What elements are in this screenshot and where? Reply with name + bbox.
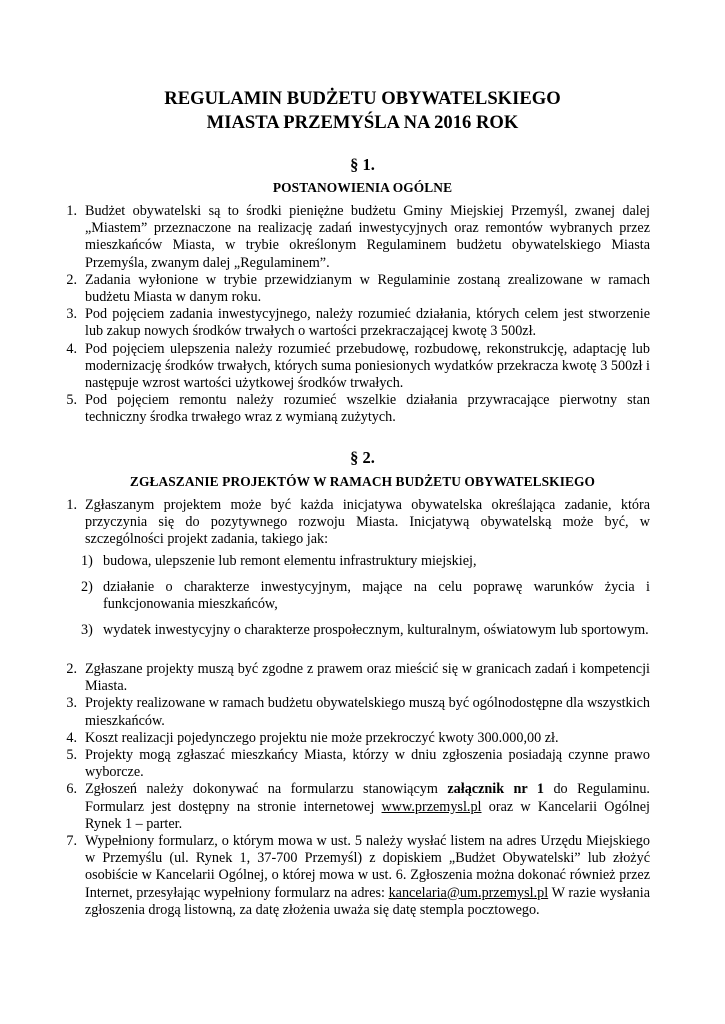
section1-list [55,203,650,427]
list-item: 4. Pod pojęciem ulepszenia należy rozumieć przebudowę, rozbudowę, rekonstrukcję, adaptację lub modernizację środków trwałych, których suma poniesionych wydatków przekracza kwotę 3 500zł i następuje wzrost wartości użytkowej środków trwałych. [66,340,650,392]
section2-sublist-2 [81,579,650,613]
document-title-line2: MIASTA PRZEMYŚLA NA 2016 ROK [206,112,519,133]
list-item-text: Koszt realizacji pojedynczego projektu nie może przekroczyć kwoty 300.000,00 zł. [85,729,559,746]
list-item: 5. Projekty mogą zgłaszać mieszkańcy Miasta, którzy w dniu zgłoszenia posiadają czynne prawo wyborcze. [66,747,650,781]
list-item: 1. Budżet obywatelski są to środki pieniężne budżetu Gminy Miejskiej Przemyśl, zwanej dalej „Miastem” przeznaczone na realizację zadań inwestycyjnych oraz remontów wybranych przez mieszkańców Miasta, w trybie określonym Regulaminem budżetu obywatelskiego Miasta Przemyśla, zwanym dalej „Regulaminem”. [66,203,650,271]
sublist-item-text: budowa, ulepszenie lub remont elementu infrastruktury miejskiej, [103,553,477,569]
section2-item1 [55,497,650,549]
list-item-text: Zgłaszanym projektem może być każda inicjatywa obywatelska określająca zadanie, która przyczynia się do pozytywnego rozwoju Miasta. Inicjatywą obywatelską może być, w szczególności projekt zadania, takiego jak: [85,497,650,548]
list-item-text: Projekty realizowane w ramach budżetu obywatelskiego muszą być ogólnodostępne dla wszystkich mieszkańców. [85,695,650,729]
list-item: 7. Wypełniony formularz, o którym mowa w ust. 5 należy wysłać listem na adres Urzędu Miejskiego w Przemyślu (ul. Rynek 1, 37-700 Przemyśl) z dopiskiem „Budżet Obywatelski” lub złożyć osobiście w Kancelarii Ogólnej, o której mowa w ust. 6. Zgłoszenia można dokonać również przez Internet, przesyłając wypełniony formularz na adres: kancelaria@um.przemysl.pl W razie wysłania zgłoszenia drogą listowną, za datę złożenia uważa się datę stempla pocztowego. [66,833,650,918]
list-item: 6. Zgłoszeń należy dokonywać na formularzu stanowiącym załącznik nr 1 do Regulaminu. Formularz jest dostępny na stronie internetowej www.przemysl.pl oraz w Kancelarii Ogólnej Rynek 1 – parter. [66,781,650,832]
list-item-text: Projekty mogą zgłaszać mieszkańcy Miasta, którzy w dniu zgłoszenia posiadają czynne prawo wyborcze. [85,747,650,781]
sublist-item-text: działanie o charakterze inwestycyjnym, mające na celu poprawę warunków życia i funkcjonowania mieszkańców, [103,579,650,613]
sublist-item: 2) działanie o charakterze inwestycyjnym, mające na celu poprawę warunków życia i funkcjonowania mieszkańców, [81,579,650,613]
sublist-item: 3) wydatek inwestycyjny o charakterze prospołecznym, kulturalnym, oświatowym lub sportowym. [81,622,649,638]
section1-symbol: § 1. [350,155,375,174]
list-item: 3. Projekty realizowane w ramach budżetu obywatelskiego muszą być ogólnodostępne dla wszystkich mieszkańców. [66,695,650,729]
attachment-reference: załącznik nr 1 [447,781,545,798]
list-item-text: Pod pojęciem ulepszenia należy rozumieć przebudowę, rozbudowę, rekonstrukcję, adaptację lub modernizację środków trwałych, których suma poniesionych wydatków przekracza kwotę 3 500zł i następuje wzrost wartości użytkowej środków trwałych. [85,340,650,392]
section2-sublist-3 [81,622,650,639]
list-item: 5. Pod pojęciem remontu należy rozumieć wszelkie działania przywracające pierwotny stan techniczny środka trwałego wraz z wymianą zużytych. [66,392,650,426]
list-item: 4. Koszt realizacji pojedynczego projektu nie może przekroczyć kwoty 300.000,00 zł. [66,729,559,746]
email-link[interactable]: kancelaria@um.przemysl.pl [388,884,549,901]
list-item: 2. Zadania wyłonione w trybie przewidzianym w Regulaminie zostaną zrealizowane w ramach budżetu Miasta w danym roku. [66,271,650,306]
sublist-item-text: wydatek inwestycyjny o charakterze prospołecznym, kulturalnym, oświatowym lub sportowym. [103,622,649,638]
section2-list-rest [55,661,650,919]
section2-heading: ZGŁASZANIE PROJEKTÓW W RAMACH BUDŻETU OBYWATELSKIEGO [129,474,596,489]
section1-heading: POSTANOWIENIA OGÓLNE [272,180,453,195]
list-item-text: Budżet obywatelski są to środki pieniężne budżetu Gminy Miejskiej Przemyśl, zwanej dalej „Miastem” przeznaczone na realizację zadań inwestycyjnych oraz remontów wybranych przez mieszkańców Miasta, w trybie określonym Regulaminem budżetu obywatelskiego Miasta Przemyśla, zwanym dalej „Regulaminem”. [85,203,650,271]
section2-symbol: § 2. [350,448,375,467]
list-item: 1. Zgłaszanym projektem może być każda inicjatywa obywatelska określająca zadanie, która przyczynia się do pozytywnego rozwoju Miasta. Inicjatywą obywatelską może być, w szczególności projekt zadania, takiego jak: [66,497,650,548]
list-item-text: Pod pojęciem remontu należy rozumieć wszelkie działania przywracające pierwotny stan techniczny środka trwałego wraz z wymianą zużytych. [85,392,650,426]
list-item-text: Zgłaszane projekty muszą być zgodne z prawem oraz mieścić się w granicach zadań i kompetencji Miasta. [85,661,650,695]
list-item: 2. Zgłaszane projekty muszą być zgodne z prawem oraz mieścić się w granicach zadań i kompetencji Miasta. [66,661,650,695]
sublist-item: 1) budowa, ulepszenie lub remont elementu infrastruktury miejskiej, [81,553,477,569]
list-item: 3. Pod pojęciem zadania inwestycyjnego, należy rozumieć działania, których celem jest stworzenie lub zakup nowych środków trwałych o wartości przekraczającej kwotę 3 500zł. [66,306,650,340]
list-item-text: Zadania wyłonione w trybie przewidzianym w Regulaminie zostaną zrealizowane w ramach budżetu Miasta w danym roku. [85,271,650,306]
section2-sublist-1 [81,553,650,570]
document-title-line1: REGULAMIN BUDŻETU OBYWATELSKIEGO [164,88,561,109]
website-link[interactable]: www.przemysl.pl [381,798,482,815]
list-item-text: Pod pojęciem zadania inwestycyjnego, należy rozumieć działania, których celem jest stworzenie lub zakup nowych środków trwałych o wartości przekraczającej kwotę 3 500zł. [85,306,650,340]
